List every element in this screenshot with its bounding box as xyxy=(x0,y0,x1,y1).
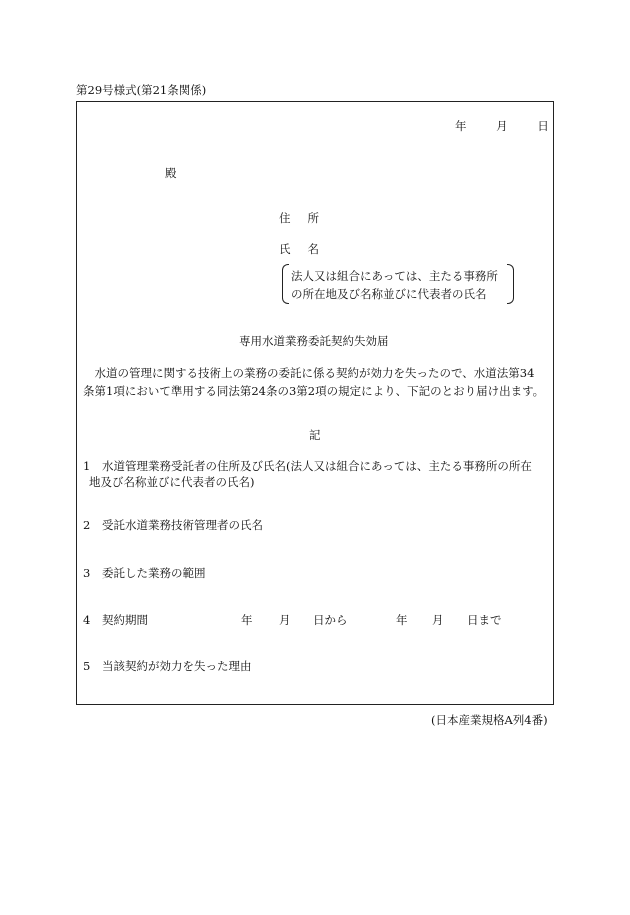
right-bracket xyxy=(507,264,514,304)
body-line-2: 条第1項において準用する同法第24条の3第2項の規定により、下記のとおり届け出ます。 xyxy=(83,384,545,398)
item-number: 1 xyxy=(83,459,91,473)
list-item xyxy=(83,565,206,581)
period-from-day: 日から xyxy=(313,613,348,627)
corporation-note-line2: の所在地及び名称並びに代表者の氏名 xyxy=(291,287,487,301)
list-item xyxy=(83,658,252,674)
corporation-note-line1: 法人又は組合にあっては、主たる事務所 xyxy=(291,269,498,283)
applicant-address-label xyxy=(279,210,319,226)
applicant-name-label xyxy=(279,241,319,257)
item-text-continuation: 地及び名称並びに代表者の氏名) xyxy=(89,475,255,489)
paper-size-note: (日本産業規格A列4番) xyxy=(431,713,548,727)
left-bracket xyxy=(282,264,289,304)
item-number: 5 xyxy=(83,659,91,673)
date-month-label: 月 xyxy=(496,119,508,133)
corporation-note xyxy=(282,264,514,306)
item-text: 当該契約が効力を失った理由 xyxy=(102,659,252,673)
period-to-month: 月 xyxy=(432,613,444,627)
item-text: 水道管理業務受託者の住所及び氏名(法人又は組合にあっては、主たる事務所の所在 xyxy=(102,459,532,473)
ki-heading: 記 xyxy=(309,428,321,442)
name-char: 氏 xyxy=(279,242,291,256)
address-char: 所 xyxy=(307,211,319,225)
period-from-month: 月 xyxy=(279,613,291,627)
name-char: 名 xyxy=(307,242,319,256)
date-day-label: 日 xyxy=(537,119,549,133)
date-year-label: 年 xyxy=(455,119,467,133)
form-number-label: 第29号様式(第21条関係) xyxy=(76,83,207,97)
item-text: 受託水道業務技術管理者の氏名 xyxy=(102,518,263,532)
item-number: 2 xyxy=(83,518,91,532)
body-paragraph xyxy=(83,364,551,400)
item-text: 委託した業務の範囲 xyxy=(102,566,206,580)
date-line xyxy=(455,118,549,134)
list-item xyxy=(83,612,148,628)
list-item xyxy=(83,457,532,475)
period-from-year: 年 xyxy=(241,613,253,627)
list-item xyxy=(83,517,263,533)
period-to-year: 年 xyxy=(396,613,408,627)
body-line-1 xyxy=(83,364,551,382)
document-title: 専用水道業務委託契約失効届 xyxy=(239,334,389,348)
address-char: 住 xyxy=(279,211,291,225)
addressee-suffix: 殿 xyxy=(165,166,177,180)
item-number: 3 xyxy=(83,566,91,580)
period-to-day: 日まで xyxy=(467,613,502,627)
body-line-1-text: 水道の管理に関する技術上の業務の委託に係る契約が効力を失ったので、水道法第34 xyxy=(94,366,535,380)
item-number: 4 xyxy=(83,613,91,627)
item-text: 契約期間 xyxy=(102,613,148,627)
